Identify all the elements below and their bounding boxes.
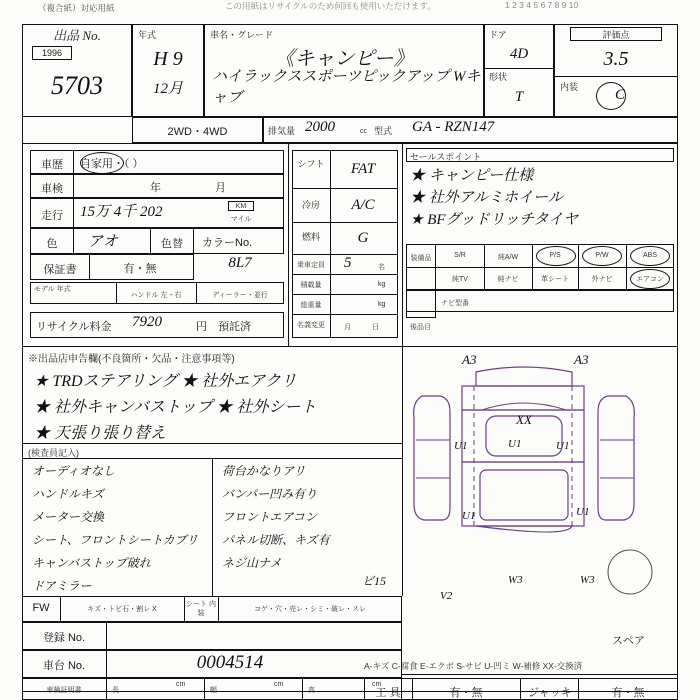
mile-label: マイル [230,216,252,223]
inspect-left-5: ドアミラー [32,579,92,593]
history-label-box [30,150,74,174]
model-grade-label: 車名・グレード [210,30,274,40]
weight-label: 総重量 [300,302,322,309]
salespoint-title: セールスポイント [410,152,482,162]
inspect-left-1: ハンドルキズ [32,487,104,501]
load-unit: kg [378,281,386,288]
displacement-label: 排気量 [268,126,296,136]
cc-label: cc [360,128,367,135]
recycle-label: リサイクル料金 [36,321,112,333]
tools-label: 工 具 [375,687,401,699]
color-value: アオ [88,234,118,250]
equip-tv: 純TV [452,276,468,283]
inspect-left-4: キャンバストップ破れ [32,556,151,570]
recycle-state: 預託済 [218,321,251,333]
jack-value: 有・無 [611,687,645,699]
interior-value: C [614,86,625,103]
mileage-value: 15万 4千 202 [80,204,163,220]
equip-pw: P/W [595,252,609,259]
equip-ext-navi: 外ナビ [591,276,613,283]
interior-label: 内装 [560,82,579,92]
history-value: 自家用・（ ） [80,158,144,170]
fw-label: FW [32,602,50,614]
inspector-title: (検査員記入) [28,448,79,458]
mark-xx: XX [516,412,532,427]
navi-model-label: ナビ型番 [441,300,469,307]
equip-abs: ABS [642,252,657,259]
inspect-left-3: シート、フロントシートカブリ [32,533,199,547]
registration-label: 登録 No. [42,632,86,644]
equip-sr: S/R [454,252,466,259]
lot-label: 出品 No. [53,27,101,43]
rating-label: 評価点 [602,29,630,40]
equip-leather: 革シート [541,276,569,283]
door-value: 4D [509,45,529,62]
capacity-label: 乗車定員 [297,262,325,269]
inspect-right-4: ネジ山ナメ [222,556,282,570]
mark-v2: V2 [440,590,453,602]
color-change-label-box [150,228,194,254]
ac-label: 冷房 [301,200,320,210]
dealer-label: ディーラー・並行 [212,292,268,299]
notes-line-2: ★ 天張り張り替え [34,425,167,442]
equip-navi: 純ナビ [497,276,519,283]
color-label: 色 [46,238,58,250]
model-name-2: ハイラックススポーツピックアップ Wキャブ [212,69,481,106]
lot-year-box [32,46,72,60]
shaken-month: 月 [215,182,226,194]
mark-w3-b: W3 [580,574,595,586]
mark-a3-right: A3 [574,352,589,367]
inspect-left-2: メーター交換 [32,510,105,524]
capacity-unit: 名 [378,264,385,271]
model-name: 《キャンピー》 [274,47,414,70]
equip-aircon: エアコン [636,276,664,283]
spare-label: スペア [612,635,645,647]
shaken-label: 車検 [41,183,63,195]
warranty-label: 保証書 [43,264,77,276]
mark-u1-a: U1 [454,440,468,452]
top-note-left: （複合紙）対応用紙 [38,3,115,13]
year-value: H 9 [153,47,183,70]
salespoint-title-box [406,148,674,162]
color-label-box [30,228,74,254]
model-code-value: GA - RZN147 [412,119,495,135]
shaken-label-box [30,174,74,198]
notes-line-0: ★ TRDステアリング ★ 社外エアクリ [34,373,297,390]
top-note-code: 1 2 3 4 5 6 7 8 9 10 [505,0,579,10]
transfer-month: 月 [344,324,351,331]
transfer-day: 日 [372,324,379,331]
mileage-label: 走行 [41,210,63,222]
recycle-value: 7920 [132,314,162,330]
inspect-right-1: バンパー凹み有り [222,487,318,501]
rating-label-box [570,27,662,41]
km-label: KM [228,201,254,211]
fw-cell-0: キズ・トビ石・割レ X [87,606,157,613]
damage-key: A-キズ C-腐食 E-エクボ S-サビ U-凹ミ W-補修 XX-交換済 [364,661,583,671]
width-unit: cm [274,681,284,688]
shape-label: 形状 [489,72,508,82]
mark-u1-b: U1 [508,438,522,450]
ac-value: A/C [351,196,375,213]
salespoint-line-2: ★ BFグッドリッチタイヤ [410,212,579,228]
navi-model-row [406,290,674,312]
mark-u1-e: U1 [576,506,590,518]
drive-cell [132,117,263,143]
inspect-left-0: オーディオなし [32,464,116,478]
post-item-label: 後品目 [410,324,431,331]
mark-a3-left: A3 [462,352,477,367]
drive-label: 2WD・4WD [167,126,228,138]
capacity-value: 5 [344,255,352,271]
length-unit: cm [176,681,186,688]
weight-unit: kg [378,301,386,308]
jack-label: ジャッキ [528,687,572,699]
model-code-label: 型式 [374,126,393,136]
fw-cell-1: シート 内装 [186,601,216,617]
shape-value: T [514,88,524,105]
inspect-right-2: フロントエアコン [222,510,317,524]
tools-value: 有・無 [449,687,483,699]
equip-ps: P/S [549,252,561,259]
color-no-value: 8L7 [228,254,252,271]
fuel-label: 燃料 [301,232,320,242]
fw-cell-2: コゲ・穴・売レ・シミ・破レ・スレ [254,606,366,613]
history-label: 車歴 [41,159,63,171]
car-diagram [404,350,676,598]
shaken-year: 年 [150,182,161,194]
mark-bi15: ビ15 [362,574,387,588]
door-label: ドア [489,30,507,40]
notes-title: ※出品店申告欄(不良箇所・欠品・注意事項等) [28,354,235,365]
length-label: 長 [112,687,119,694]
mark-u1-d: U1 [462,510,476,522]
notes-line-1: ★ 社外キャンバストップ ★ 社外シート [34,399,317,416]
transfer-label: 名義変更 [297,322,325,329]
rating-value: 3.5 [603,47,629,70]
mark-u1-c: U1 [556,440,570,452]
inspect-right-3: パネル切断、キズ有 [222,533,330,547]
fuel-value: G [357,229,369,246]
salespoint-line-1: ★ 社外アルミホイール [410,190,563,206]
inspect-right-0: 荷台かなりアリ [222,464,306,478]
chassis-label: 車台 No. [42,660,86,672]
recycle-unit: 円 [196,321,207,333]
lot-year: 1996 [41,48,63,58]
chassis-value: 0004514 [196,652,264,673]
mark-w3-a: W3 [508,574,523,586]
load-label: 積載量 [300,282,322,289]
color-no-label: カラーNo. [202,237,253,249]
displacement-value: 2000 [305,119,335,135]
equipment-label: 装備品 [410,255,432,262]
model-year-label: モデル 年式 [34,286,71,293]
salespoint-line-0: ★ キャンピー仕様 [410,168,534,184]
shift-value: FAT [350,160,376,177]
year-month: 12月 [152,80,183,97]
color-change-label: 色替 [161,238,183,250]
width-label: 幅 [210,687,217,694]
warranty-value: 有・無 [123,263,157,275]
mileage-label-box [30,198,74,228]
warranty-label-box [30,254,90,280]
handle-label: ハンドル 左・右 [130,292,182,299]
lot-number: 5703 [51,71,103,100]
equip-aw: 純A/W [497,254,519,261]
height-label: 高 [308,687,315,694]
shift-label: シフト [297,159,325,169]
cert-label: 車検証明書 [46,687,82,694]
height-unit: cm [372,681,382,688]
year-label: 年式 [138,30,157,40]
top-note-right: この用紙はリサイクルのため何回も使用いただけます。 [225,1,436,11]
